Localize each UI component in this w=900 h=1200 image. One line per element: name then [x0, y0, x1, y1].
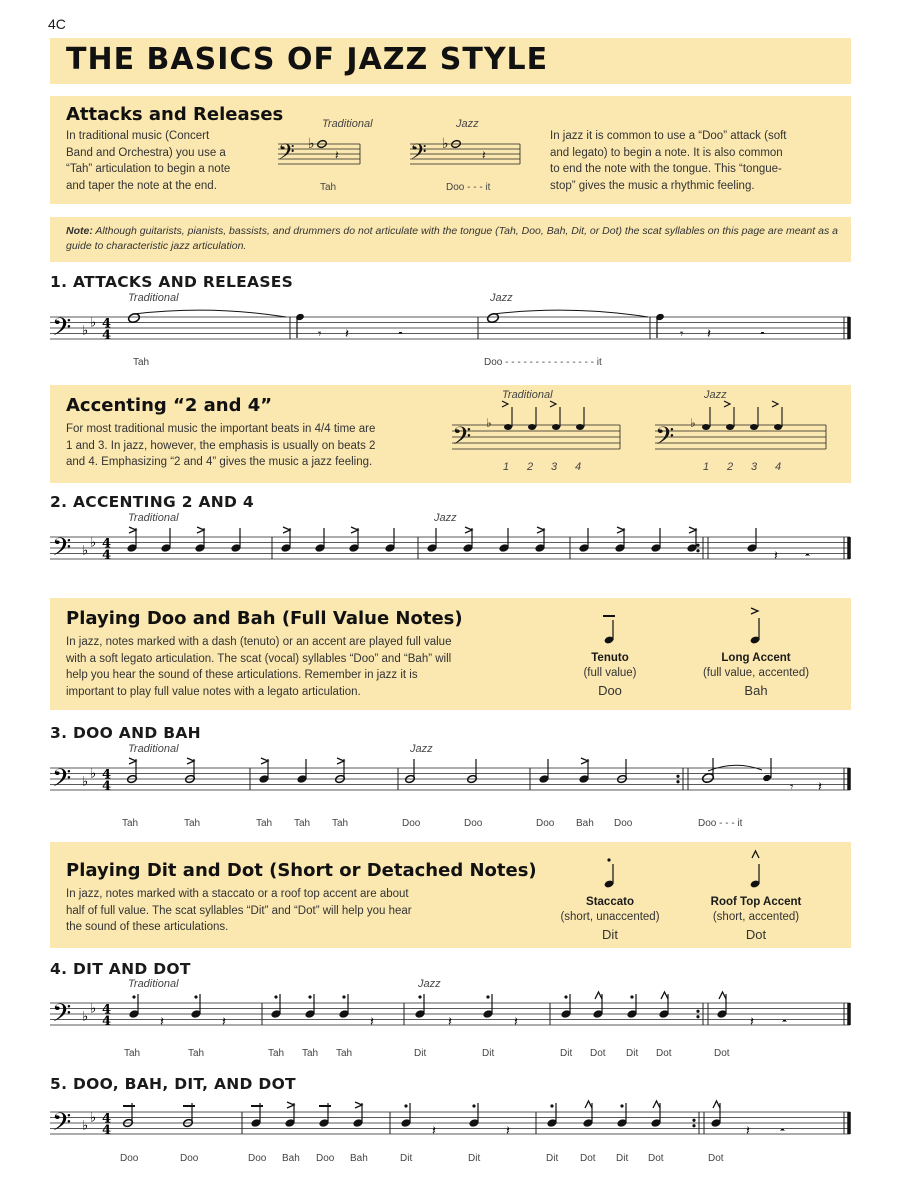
attacks-right-text: In jazz it is common to use a “Doo” attack (soft and legato) to begin a note. It is also common to end the note with the tongue. This “tongue- stop” gives the music a rhythmic feeling.: [550, 130, 787, 192]
ex1-jazz-label: Jazz: [490, 292, 513, 304]
ex3-syl-6: Doo: [402, 818, 421, 829]
ex5-syl-5: Doo: [316, 1153, 335, 1164]
ex4-syl-12: Dot: [714, 1048, 730, 1059]
accenting-jazz-beat-2: 2: [727, 461, 734, 473]
svg-text:𝄽: 𝄽: [432, 1124, 436, 1139]
long-accent-name: Long Accent: [721, 652, 791, 664]
page-title: THE BASICS OF JAZZ STYLE: [66, 42, 549, 77]
svg-text:𝄽: 𝄽: [818, 780, 822, 795]
ex5-syl-1: Doo: [120, 1153, 139, 1164]
doo-bah-box: [50, 598, 851, 710]
long-accent-syllable: Bah: [744, 683, 768, 698]
staccato-desc: (short, unaccented): [560, 911, 660, 923]
doo-bah-text: In jazz, notes marked with a dash (tenuto) or an accent are played full value with a soft legato articulation. The scat (vocal) syllables “Doo” and “Bah” will help you hear the sound of these articulations. Remember in jazz it is important to play full value notes with a legato articulation.: [66, 636, 452, 698]
ex1-doo-it: Doo - - - - - - - - - - - - - - - it: [484, 357, 602, 368]
ex4-syl-4: Tah: [302, 1048, 319, 1059]
accenting-box: [50, 385, 851, 483]
ex5-title: 5. DOO, BAH, DIT, AND DOT: [50, 1075, 296, 1093]
attacks-heading: Attacks and Releases: [66, 104, 284, 125]
svg-text:4: 4: [102, 779, 112, 794]
attacks-left-text: In traditional music (Concert Band and Orchestra) you use a “Tah” articulation to begin a note and taper the note at the end.: [66, 130, 231, 192]
attacks-traditional-label: Traditional: [322, 118, 373, 130]
ex3-syl-8: Doo: [536, 818, 555, 829]
svg-text:𝄽: 𝄽: [746, 1124, 750, 1139]
svg-text:♭: ♭: [486, 416, 492, 430]
ex1-traditional-label: Traditional: [128, 292, 179, 304]
ex3-syl-11: Doo - - - it: [698, 818, 743, 829]
tenuto-syllable: Doo: [598, 683, 622, 698]
svg-text:𝄼: 𝄼: [782, 1015, 787, 1030]
ex3-syl-5: Tah: [332, 818, 349, 829]
ex5-syl-9: Dit: [546, 1153, 559, 1164]
ex3-syl-1: Tah: [122, 818, 139, 829]
accenting-beat-2: 2: [527, 461, 534, 473]
note-text: Note: Although guitarists, pianists, bassists, and drummers do not articulate with the tongue (Tah, Doo, Bah, Dit, or Dot) the scat syllables on this page are meant as a guide to characteristic jazz articulation.: [66, 225, 838, 252]
ex5-syl-12: Dot: [648, 1153, 664, 1164]
svg-text:♭: ♭: [82, 323, 89, 339]
svg-text:4: 4: [102, 1123, 112, 1138]
accenting-jazz-beat-3: 3: [751, 461, 758, 473]
ex2-traditional-label: Traditional: [128, 512, 179, 524]
ex3-title: 3. DOO AND BAH: [50, 724, 201, 742]
svg-text:𝄼: 𝄼: [780, 1124, 785, 1139]
svg-text:♭: ♭: [90, 535, 97, 551]
svg-text:♭: ♭: [690, 416, 696, 430]
ex5-syl-2: Doo: [180, 1153, 199, 1164]
svg-text:𝄽: 𝄽: [750, 1015, 754, 1030]
ex5-syl-6: Bah: [350, 1153, 368, 1164]
svg-text:♭: ♭: [82, 1009, 89, 1025]
attacks-doo-it: Doo - - - it: [446, 182, 491, 193]
ex5-syl-7: Dit: [400, 1153, 413, 1164]
svg-text:𝄢: 𝄢: [278, 140, 295, 170]
ex3-extra: [0, 756, 900, 826]
svg-text:4: 4: [102, 1014, 112, 1029]
bass-clef-icon: 𝄢: [52, 764, 72, 799]
accenting-text: For most traditional music the important beats in 4/4 time are 1 and 3. In jazz, however, the emphasis is usually on beats 2 and 4. Emphasizing “2 and 4” gives the music a jazz feeling.: [66, 423, 376, 468]
accenting-jazz-beat-4: 4: [775, 461, 782, 473]
svg-text:♭: ♭: [90, 1001, 97, 1017]
svg-text:𝄽: 𝄽: [707, 327, 711, 342]
ex4-syl-1: Tah: [124, 1048, 141, 1059]
svg-text:𝄽: 𝄽: [774, 549, 778, 564]
ex5-syl-8: Dit: [468, 1153, 481, 1164]
ex4-syl-9: Dot: [590, 1048, 606, 1059]
bass-clef-icon: 𝄢: [52, 313, 72, 348]
ex4-syl-8: Dit: [560, 1048, 573, 1059]
bass-clef-icon: 𝄢: [52, 1108, 72, 1143]
title-bar: [50, 38, 851, 84]
accenting-beat-4: 4: [575, 461, 582, 473]
ex3-syl-10: Doo: [614, 818, 633, 829]
svg-text:𝄽: 𝄽: [514, 1015, 518, 1030]
svg-text:♭: ♭: [82, 1118, 89, 1134]
bass-clef-icon: 𝄢: [52, 533, 72, 568]
svg-text:𝄾: 𝄾: [790, 780, 794, 795]
ex4-syl-3: Tah: [268, 1048, 285, 1059]
svg-text:4: 4: [102, 1002, 112, 1018]
bass-clef-icon: 𝄢: [52, 999, 72, 1034]
svg-text:𝄽: 𝄽: [506, 1124, 510, 1139]
svg-text:♭: ♭: [442, 136, 449, 152]
ex1-tah: Tah: [133, 357, 150, 368]
svg-text:♭: ♭: [82, 774, 89, 790]
attacks-tah: Tah: [320, 182, 337, 193]
svg-text:𝄽: 𝄽: [335, 148, 339, 162]
accenting-beat-3: 3: [551, 461, 558, 473]
svg-text:4: 4: [102, 767, 112, 783]
staccato-name: Staccato: [586, 896, 634, 908]
svg-text:♭: ♭: [90, 315, 97, 331]
doo-bah-heading: Playing Doo and Bah (Full Value Notes): [66, 608, 463, 629]
svg-text:♭: ♭: [82, 543, 89, 559]
ex5-syl-4: Bah: [282, 1153, 300, 1164]
ex3-syl-4: Tah: [294, 818, 311, 829]
ex3-syl-3: Tah: [256, 818, 273, 829]
ex5-syl-13: Dot: [708, 1153, 724, 1164]
ex4-title: 4. DIT AND DOT: [50, 960, 191, 978]
svg-text:♭: ♭: [90, 1110, 97, 1126]
ex4-syl-7: Dit: [482, 1048, 495, 1059]
attacks-box: [50, 96, 851, 204]
roof-top-accent-desc: (short, accented): [712, 911, 800, 923]
svg-text:𝄼: 𝄼: [805, 549, 810, 564]
ex2-title: 2. ACCENTING 2 AND 4: [50, 493, 255, 511]
accenting-heading: Accenting “2 and 4”: [66, 395, 273, 416]
svg-text:4: 4: [102, 328, 112, 343]
dit-dot-text: In jazz, notes marked with a staccato or a roof top accent are about half of full value. The scat syllables “Dit” and “Dot” will help you hear the sound of these articulations.: [66, 888, 412, 933]
ex4-traditional-label: Traditional: [128, 978, 179, 990]
ex3-traditional-label: Traditional: [128, 743, 179, 755]
ex3-syl-7: Doo: [464, 818, 483, 829]
svg-text:𝄢: 𝄢: [655, 422, 675, 457]
svg-text:4: 4: [102, 1111, 112, 1127]
svg-text:𝄽: 𝄽: [345, 327, 349, 342]
ex4-syl-10: Dit: [626, 1048, 639, 1059]
ex2-rests: [0, 525, 900, 595]
svg-text:𝄼: 𝄼: [398, 327, 403, 342]
roof-top-accent-syllable: Dot: [745, 927, 767, 942]
tenuto-name: Tenuto: [591, 652, 629, 664]
staccato-syllable: Dit: [602, 927, 618, 942]
svg-text:𝄾: 𝄾: [318, 327, 322, 342]
roof-top-accent-name: Roof Top Accent: [710, 896, 802, 908]
dit-dot-box: [50, 842, 851, 948]
accenting-jazz-beat-1: 1: [703, 461, 710, 473]
svg-text:𝄽: 𝄽: [160, 1015, 164, 1030]
svg-text:4: 4: [102, 548, 112, 563]
dit-dot-heading: Playing Dit and Dot (Short or Detached Notes): [66, 860, 537, 881]
svg-text:𝄽: 𝄽: [482, 148, 486, 162]
svg-text:𝄢: 𝄢: [410, 140, 427, 170]
ex4-syl-5: Tah: [336, 1048, 353, 1059]
ex4-syl-6: Dit: [414, 1048, 427, 1059]
ex5-syl-3: Doo: [248, 1153, 267, 1164]
ex1-title: 1. ATTACKS AND RELEASES: [50, 273, 294, 291]
ex4-jazz-label: Jazz: [418, 978, 441, 990]
svg-text:𝄽: 𝄽: [370, 1015, 374, 1030]
attacks-jazz-label: Jazz: [456, 118, 479, 130]
ex4-syl-11: Dot: [656, 1048, 672, 1059]
svg-text:♭: ♭: [90, 766, 97, 782]
svg-text:𝄽: 𝄽: [222, 1015, 226, 1030]
ex5-syl-11: Dit: [616, 1153, 629, 1164]
tenuto-desc: (full value): [583, 667, 637, 679]
note-box: [50, 217, 851, 262]
ex5-syl-10: Dot: [580, 1153, 596, 1164]
ex3-syl-9: Bah: [576, 818, 594, 829]
ex4-syl-2: Tah: [188, 1048, 205, 1059]
long-accent-desc: (full value, accented): [702, 667, 810, 679]
svg-text:𝄼: 𝄼: [760, 327, 765, 342]
svg-text:𝄢: 𝄢: [452, 422, 472, 457]
svg-text:♭: ♭: [308, 136, 315, 152]
accenting-traditional-label: Traditional: [502, 389, 553, 401]
svg-text:4: 4: [102, 536, 112, 552]
ex3-syl-2: Tah: [184, 818, 201, 829]
svg-text:𝄽: 𝄽: [448, 1015, 452, 1030]
svg-text:4: 4: [102, 316, 112, 332]
ex3-jazz-label: Jazz: [410, 743, 433, 755]
accenting-jazz-label: Jazz: [704, 389, 727, 401]
svg-text:𝄾: 𝄾: [680, 327, 684, 342]
ex2-jazz-label: Jazz: [434, 512, 457, 524]
page-number: 4C: [48, 16, 66, 32]
accenting-beat-1: 1: [503, 461, 510, 473]
